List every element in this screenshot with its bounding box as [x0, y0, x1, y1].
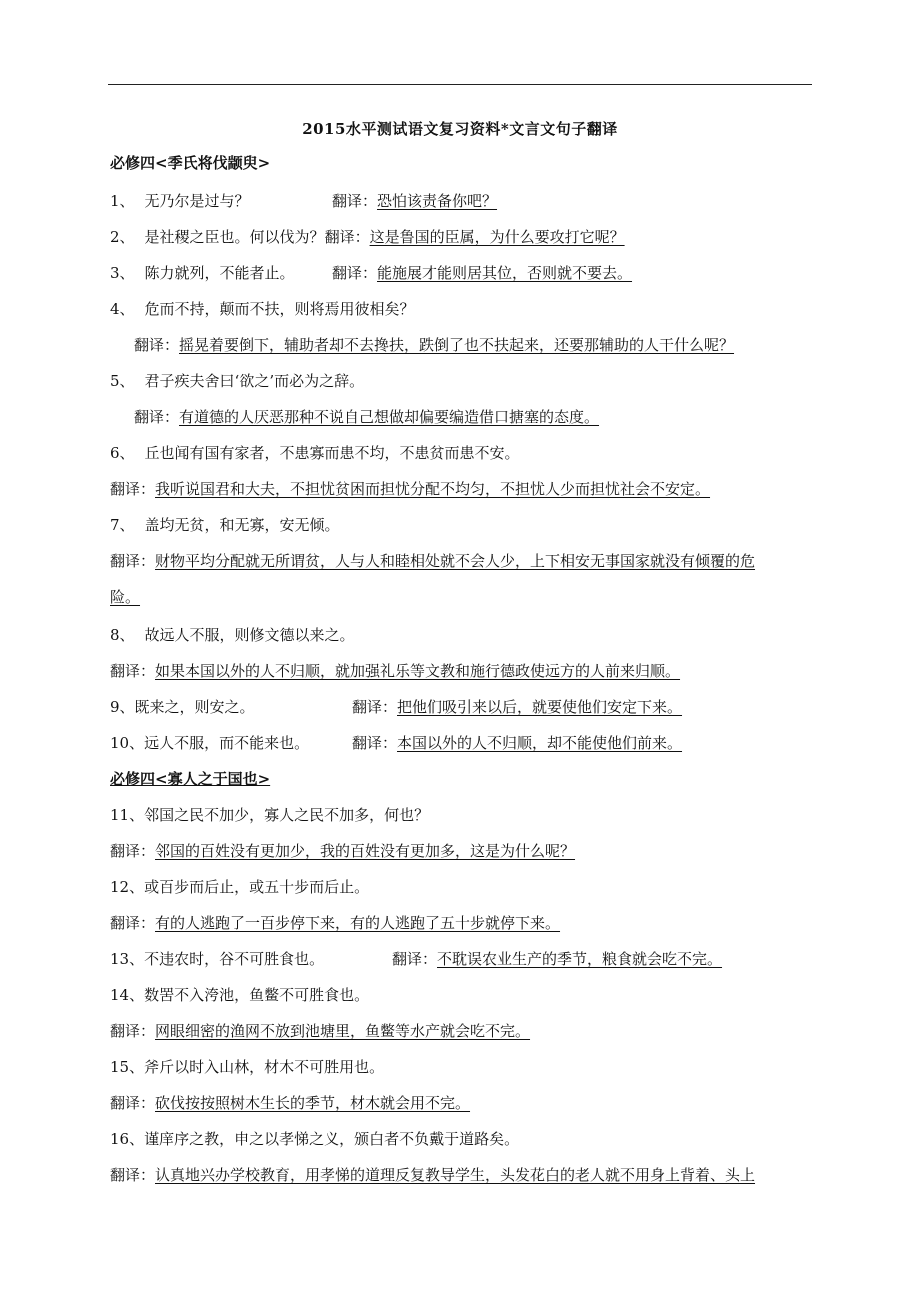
source-text: 危而不持，颠而不扶，则将焉用彼相矣？: [144, 300, 415, 318]
sentence-line: [110, 732, 309, 753]
translation-label: 翻译：: [110, 480, 156, 498]
sentence-line: [110, 442, 520, 463]
translation-text: 险。: [110, 588, 141, 606]
translation-label: 翻译：: [110, 662, 156, 680]
translation-line: [110, 1092, 470, 1113]
sentence-line: [110, 514, 340, 535]
item-number: 14、: [110, 986, 145, 1004]
translation-text: 财物平均分配就无所谓贫，人与人和睦相处就不会人少，上下相安无事国家就没有倾覆的危: [155, 552, 756, 570]
translation-text: 把他们吸引来以后，就要使他们安定下来。: [397, 698, 683, 716]
item-number: 10、: [110, 734, 145, 752]
document-title: 2015水平测试语文复习资料*文言文句子翻译: [302, 120, 618, 138]
item-number: 6、: [110, 444, 135, 462]
translation-label: 翻译：: [134, 408, 180, 426]
translation-line: [332, 190, 497, 211]
item-number: 2、: [110, 228, 135, 246]
translation-text: 恐怕该责备你吧？: [377, 192, 498, 210]
sentence-line: [110, 804, 429, 825]
translation-label: 翻译：: [110, 842, 156, 860]
sentence-line: [110, 1056, 384, 1077]
item-number: 12、: [110, 878, 145, 896]
section-heading: 必修四<寡人之于国也>: [110, 770, 271, 788]
source-text: 既来之，则安之。: [134, 698, 255, 716]
translation-line: [110, 912, 560, 933]
translation-text: 这是鲁国的臣属，为什么要攻打它呢？: [369, 228, 625, 246]
source-text: 君子疾夫舍曰‘欲之’而必为之辞。: [144, 372, 365, 390]
translation-line: [134, 334, 734, 355]
translation-text: 不耽误农业生产的季节，粮食就会吃不完。: [437, 950, 723, 968]
translation-continuation: [110, 586, 140, 607]
translation-text: 有道德的人厌恶那种不说自己想做却偏要编造借口搪塞的态度。: [179, 408, 600, 426]
translation-line: [110, 1020, 530, 1041]
translation-label: 翻译：: [110, 1094, 156, 1112]
item-number: 11、: [110, 806, 145, 824]
sentence-line: [110, 190, 250, 211]
translation-text: 本国以外的人不归顺，却不能使他们前来。: [397, 734, 683, 752]
source-text: 或百步而后止，或五十步而后止。: [144, 878, 370, 896]
sentence-line: [110, 876, 369, 897]
item-number: 8、: [110, 626, 135, 644]
source-text: 无乃尔是过与？: [144, 192, 250, 210]
item-number: 16、: [110, 1130, 145, 1148]
source-text: 数罟不入洿池，鱼鳖不可胜食也。: [144, 986, 370, 1004]
item-number: 13、: [110, 950, 145, 968]
item-number: 3、: [110, 264, 135, 282]
item-number: 4、: [110, 300, 135, 318]
source-text: 故远人不服，则修文德以来之。: [144, 626, 355, 644]
translation-text: 能施展才能则居其位，否则就不要去。: [377, 264, 633, 282]
sentence-line: [110, 624, 355, 645]
source-text: 不违农时，谷不可胜食也。: [144, 950, 325, 968]
source-text: 斧斤以时入山林，材木不可胜用也。: [144, 1058, 385, 1076]
translation-label: 翻译：: [134, 336, 180, 354]
translation-line: [110, 1164, 755, 1185]
translation-label: 翻译：: [110, 1166, 156, 1184]
translation-text: 砍伐按按照树木生长的季节，材木就会用不完。: [155, 1094, 471, 1112]
translation-label: 翻译：: [352, 698, 398, 716]
source-text: 丘也闻有国有家者，不患寡而患不均，不患贫而患不安。: [144, 444, 520, 462]
item-number: 1、: [110, 192, 135, 210]
translation-text: 网眼细密的渔网不放到池塘里，鱼鳖等水产就会吃不完。: [155, 1022, 531, 1040]
source-text: 是社稷之臣也。何以伐为？: [144, 228, 325, 246]
sentence-line: [110, 298, 415, 319]
sentence-line: [110, 1128, 519, 1149]
translation-line: [134, 406, 599, 427]
translation-line: [110, 478, 710, 499]
item-number: 15、: [110, 1058, 145, 1076]
translation-label: 翻译：: [110, 914, 156, 932]
translation-label: 翻译：: [332, 192, 378, 210]
sentence-line: [110, 262, 295, 283]
translation-line: [110, 840, 575, 861]
translation-text: 我听说国君和大夫，不担忧贫困而担忧分配不均匀，不担忧人少而担忧社会不安定。: [155, 480, 711, 498]
section-heading: 必修四<季氏将伐颛臾>: [110, 154, 271, 172]
header-rule: [108, 84, 812, 85]
translation-text: 有的人逃跑了一百步停下来，有的人逃跑了五十步就停下来。: [155, 914, 561, 932]
translation-line: [332, 262, 632, 283]
translation-line: [352, 732, 682, 753]
translation-line: [110, 660, 680, 681]
translation-label: 翻译：: [332, 264, 378, 282]
sentence-line: [110, 226, 625, 247]
source-text: 远人不服，而不能来也。: [144, 734, 310, 752]
source-text: 盖均无贫，和无寡，安无倾。: [144, 516, 340, 534]
sentence-line: [110, 984, 369, 1005]
translation-text: 如果本国以外的人不归顺，就加强礼乐等文教和施行德政使远方的人前来归顺。: [155, 662, 681, 680]
translation-label: 翻译：: [352, 734, 398, 752]
translation-label: 翻译：: [324, 228, 370, 246]
translation-label: 翻译：: [392, 950, 438, 968]
source-text: 谨庠序之教，申之以孝悌之义，颁白者不负戴于道路矣。: [144, 1130, 520, 1148]
translation-line: [392, 948, 722, 969]
translation-line: [110, 550, 755, 571]
translation-text: 邻国的百姓没有更加少，我的百姓没有更加多，这是为什么呢？: [155, 842, 576, 860]
translation-text: 认真地兴办学校教育，用孝悌的道理反复教导学生，头发花白的老人就不用身上背着、头上: [155, 1166, 756, 1184]
translation-label: 翻译：: [110, 552, 156, 570]
item-number: 7、: [110, 516, 135, 534]
item-number: 9、: [110, 698, 135, 716]
item-number: 5、: [110, 372, 135, 390]
source-text: 邻国之民不加少，寡人之民不加多，何也？: [144, 806, 430, 824]
source-text: 陈力就列，不能者止。: [144, 264, 295, 282]
translation-label: 翻译：: [110, 1022, 156, 1040]
translation-line: [352, 696, 682, 717]
translation-text: 摇晃着要倒下，辅助者却不去搀扶，跌倒了也不扶起来，还要那辅助的人干什么呢？: [179, 336, 735, 354]
sentence-line: [110, 696, 255, 717]
sentence-line: [110, 948, 324, 969]
sentence-line: [110, 370, 364, 391]
